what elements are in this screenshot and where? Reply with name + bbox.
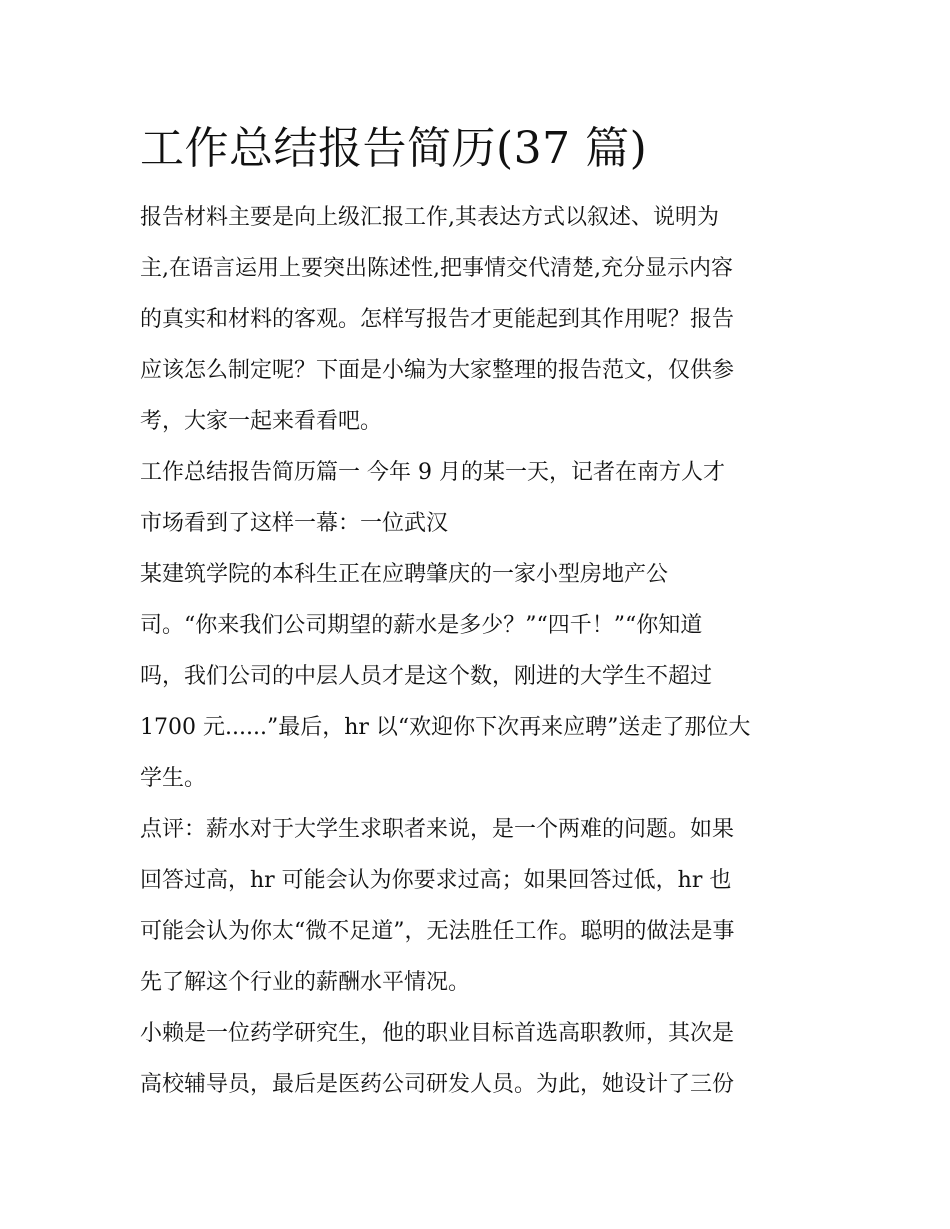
text-line: 某建筑学院的本科生正在应聘肇庆的一家小型房地产公: [140, 562, 669, 587]
text-line: 司。“你来我们公司期望的薪水是多少？”“四千！”“你知道: [140, 613, 703, 638]
text-line: 可能会认为你太“微不足道”，无法胜任工作。聪明的做法是事: [140, 919, 735, 944]
text-line: 工作总结报告简历篇一 今年 9 月的某一天，记者在南方人才: [140, 460, 725, 485]
paragraph-comment: [140, 804, 820, 1008]
text-line: 1700 元......”最后，hr 以“欢迎你下次再来应聘”送走了那位大: [140, 715, 751, 740]
paragraph-interview: [140, 549, 820, 804]
text-line: 点评：薪水对于大学生求职者来说，是一个两难的问题。如果: [140, 817, 735, 842]
document-title: 工作总结报告简历(37 篇): [140, 123, 648, 174]
text-line: 小赖是一位药学研究生，他的职业目标首选高职教师，其次是: [140, 1021, 735, 1046]
text-line: 报告材料主要是向上级汇报工作,其表达方式以叙述、说明为: [140, 205, 719, 230]
text-line: 高校辅导员，最后是医药公司研发人员。为此，她设计了三份: [140, 1072, 735, 1097]
text-line: 先了解这个行业的薪酬水平情况。: [140, 970, 471, 995]
text-line: 吗，我们公司的中层人员才是这个数，刚进的大学生不超过: [140, 664, 713, 689]
text-line: 学生。: [140, 766, 207, 791]
paragraph-intro: [140, 192, 820, 447]
document-content: [140, 118, 820, 1110]
text-line: 市场看到了这样一幕：一位武汉: [140, 511, 449, 536]
text-line: 考，大家一起来看看吧。: [140, 409, 383, 434]
text-line: 回答过高，hr 可能会认为你要求过高；如果回答过低，hr 也: [140, 868, 732, 893]
text-line: 主,在语言运用上要突出陈述性,把事情交代清楚,充分显示内容: [140, 256, 733, 281]
text-line: 应该怎么制定呢？下面是小编为大家整理的报告范文，仅供参: [140, 358, 735, 383]
paragraph-case-study: [140, 1008, 820, 1110]
text-line: 的真实和材料的客观。怎样写报告才更能起到其作用呢？报告: [140, 307, 735, 332]
paragraph-section-one: [140, 447, 820, 549]
